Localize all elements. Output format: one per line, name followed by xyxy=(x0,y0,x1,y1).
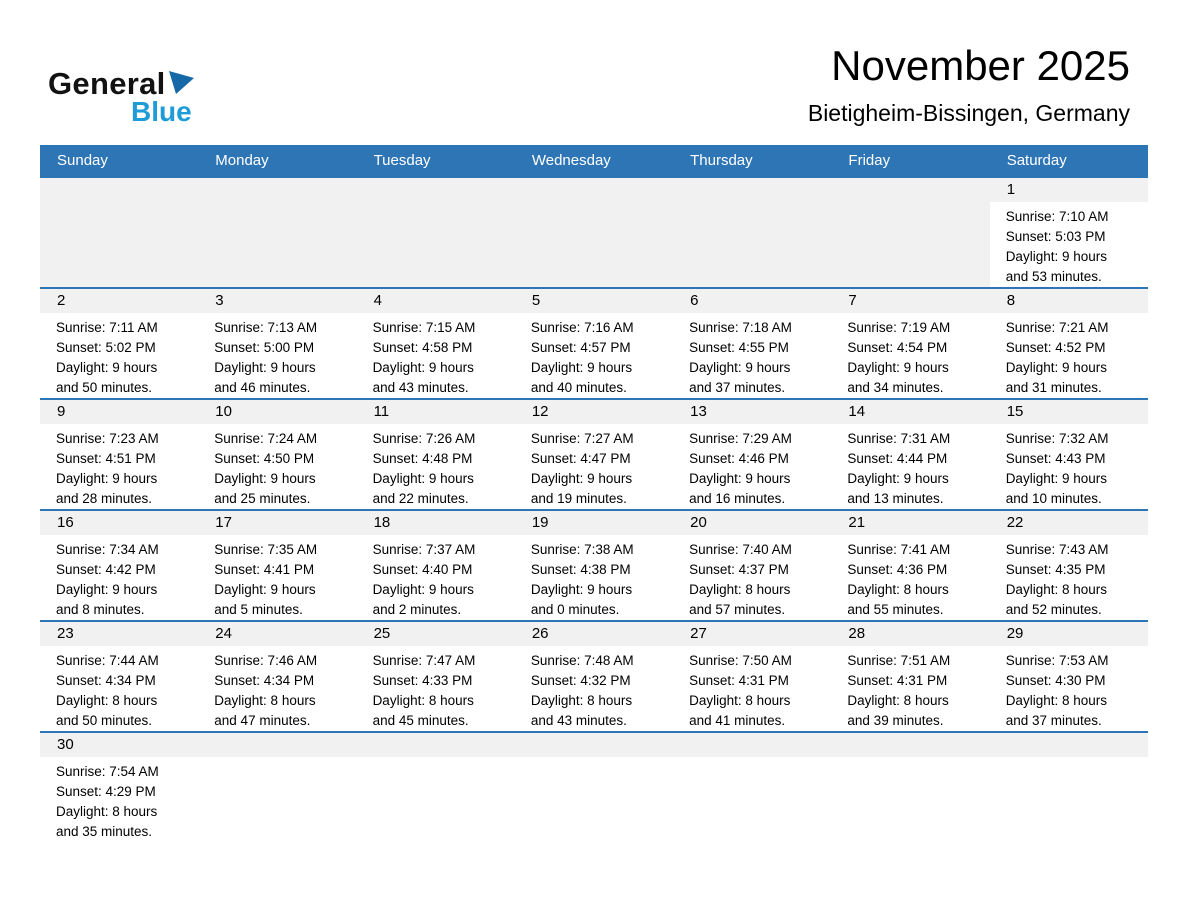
sunset-text: Sunset: 4:35 PM xyxy=(1005,561,1106,577)
sunrise-text: Sunrise: 7:54 AM xyxy=(56,763,159,779)
day-info xyxy=(198,535,356,620)
empty-day-cell xyxy=(673,732,831,850)
page-header xyxy=(0,0,1188,127)
sunset-text: Sunset: 4:33 PM xyxy=(372,672,473,688)
day-number: 3 xyxy=(198,289,356,313)
day-number: 13 xyxy=(673,400,831,424)
daylight-minutes-text: and 41 minutes. xyxy=(689,712,786,728)
day-info xyxy=(357,646,515,731)
day-info xyxy=(40,535,198,620)
day-number: 11 xyxy=(357,400,515,424)
sunrise-text: Sunrise: 7:46 AM xyxy=(214,652,318,668)
sunset-text: Sunset: 4:34 PM xyxy=(56,672,156,688)
daylight-minutes-text: and 45 minutes. xyxy=(372,712,469,728)
empty-day-cell xyxy=(515,177,673,288)
daylight-minutes-text: and 52 minutes. xyxy=(1005,601,1102,617)
day-info xyxy=(831,424,989,509)
weekday-header-row xyxy=(40,145,1148,177)
day-cell xyxy=(831,399,989,510)
daylight-minutes-text: and 31 minutes. xyxy=(1005,380,1102,396)
day-info xyxy=(198,424,356,509)
sunrise-text: Sunrise: 7:26 AM xyxy=(372,431,476,447)
weekday-header-wednesday: Wednesday xyxy=(515,145,673,177)
daylight-minutes-text: and 47 minutes. xyxy=(214,712,311,728)
day-info xyxy=(831,646,989,731)
daylight-minutes-text: and 37 minutes. xyxy=(689,380,786,396)
day-info xyxy=(40,646,198,731)
day-info xyxy=(990,313,1148,398)
sunset-text: Sunset: 4:34 PM xyxy=(214,672,315,688)
daylight-hours-text: Daylight: 8 hours xyxy=(847,581,949,597)
sunset-text: Sunset: 5:02 PM xyxy=(56,340,156,356)
daylight-hours-text: Daylight: 8 hours xyxy=(530,692,633,708)
day-info xyxy=(831,535,989,620)
day-info xyxy=(515,535,673,620)
day-number: 4 xyxy=(357,289,515,313)
week-row xyxy=(40,399,1148,510)
day-cell xyxy=(198,510,356,621)
day-number: 25 xyxy=(357,622,515,646)
daylight-minutes-text: and 55 minutes. xyxy=(847,601,944,617)
sunrise-text: Sunrise: 7:38 AM xyxy=(530,541,634,557)
sunrise-text: Sunrise: 7:24 AM xyxy=(214,431,318,447)
daylight-minutes-text: and 22 minutes. xyxy=(372,490,469,506)
general-blue-logo xyxy=(48,42,195,126)
page-title: November 2025 xyxy=(831,42,1130,89)
sunset-text: Sunset: 4:58 PM xyxy=(372,340,473,356)
daylight-minutes-text: and 25 minutes. xyxy=(214,490,311,506)
day-cell xyxy=(198,288,356,399)
day-info xyxy=(990,202,1148,287)
day-number: 7 xyxy=(831,289,989,313)
daylight-minutes-text: and 2 minutes. xyxy=(372,601,462,617)
day-info xyxy=(831,313,989,398)
day-number: 8 xyxy=(990,289,1148,313)
day-cell xyxy=(990,288,1148,399)
daylight-hours-text: Daylight: 9 hours xyxy=(1005,249,1107,265)
sunrise-text: Sunrise: 7:31 AM xyxy=(847,431,951,447)
day-cell xyxy=(515,288,673,399)
sunrise-text: Sunrise: 7:40 AM xyxy=(689,541,792,557)
sunset-text: Sunset: 4:41 PM xyxy=(214,561,315,577)
daylight-minutes-text: and 10 minutes. xyxy=(1005,490,1102,506)
sunrise-text: Sunrise: 7:47 AM xyxy=(372,652,476,668)
sunrise-text: Sunrise: 7:41 AM xyxy=(847,541,951,557)
day-cell xyxy=(357,288,515,399)
day-number xyxy=(357,733,515,757)
day-cell xyxy=(831,621,989,732)
weekday-header-monday: Monday xyxy=(198,145,356,177)
logo-text-general: General xyxy=(48,66,166,101)
daylight-hours-text: Daylight: 9 hours xyxy=(530,581,633,597)
page-subtitle: Bietigheim-Bissingen, Germany xyxy=(807,100,1130,127)
daylight-minutes-text: and 50 minutes. xyxy=(56,380,153,396)
daylight-hours-text: Daylight: 8 hours xyxy=(56,692,158,708)
daylight-minutes-text: and 0 minutes. xyxy=(530,601,620,617)
day-number: 5 xyxy=(515,289,673,313)
daylight-hours-text: Daylight: 9 hours xyxy=(56,581,158,597)
day-number: 12 xyxy=(515,400,673,424)
sunrise-text: Sunrise: 7:34 AM xyxy=(56,541,159,557)
sunset-text: Sunset: 4:31 PM xyxy=(689,672,789,688)
day-info xyxy=(40,757,198,842)
sunrise-text: Sunrise: 7:50 AM xyxy=(689,652,792,668)
daylight-hours-text: Daylight: 8 hours xyxy=(847,692,949,708)
day-number xyxy=(198,178,356,202)
day-number: 30 xyxy=(40,733,198,757)
daylight-minutes-text: and 43 minutes. xyxy=(530,712,627,728)
day-info xyxy=(990,646,1148,731)
sunrise-text: Sunrise: 7:51 AM xyxy=(847,652,951,668)
sunrise-text: Sunrise: 7:37 AM xyxy=(372,541,476,557)
week-row xyxy=(40,288,1148,399)
daylight-hours-text: Daylight: 9 hours xyxy=(372,360,474,376)
daylight-hours-text: Daylight: 8 hours xyxy=(214,692,316,708)
daylight-minutes-text: and 13 minutes. xyxy=(847,490,944,506)
daylight-minutes-text: and 43 minutes. xyxy=(372,380,469,396)
day-cell xyxy=(673,399,831,510)
logo-text-blue: Blue xyxy=(131,96,192,127)
daylight-minutes-text: and 53 minutes. xyxy=(1005,269,1102,285)
empty-day-cell xyxy=(831,732,989,850)
sunset-text: Sunset: 4:43 PM xyxy=(1005,451,1106,467)
day-number: 6 xyxy=(673,289,831,313)
sunset-text: Sunset: 4:51 PM xyxy=(56,451,156,467)
sunset-text: Sunset: 4:52 PM xyxy=(1005,340,1106,356)
day-cell xyxy=(990,621,1148,732)
daylight-hours-text: Daylight: 9 hours xyxy=(689,360,791,376)
day-number xyxy=(673,733,831,757)
day-info xyxy=(40,424,198,509)
calendar-head xyxy=(40,145,1148,177)
weekday-header-sunday: Sunday xyxy=(40,145,198,177)
daylight-hours-text: Daylight: 8 hours xyxy=(689,581,791,597)
sunrise-text: Sunrise: 7:21 AM xyxy=(1005,320,1109,336)
day-number: 29 xyxy=(990,622,1148,646)
day-number: 16 xyxy=(40,511,198,535)
day-number: 21 xyxy=(831,511,989,535)
empty-day-cell xyxy=(198,177,356,288)
sunset-text: Sunset: 4:42 PM xyxy=(56,561,156,577)
daylight-hours-text: Daylight: 9 hours xyxy=(530,360,633,376)
week-row xyxy=(40,621,1148,732)
calendar-body xyxy=(40,177,1148,849)
daylight-hours-text: Daylight: 9 hours xyxy=(847,360,949,376)
day-number: 27 xyxy=(673,622,831,646)
day-number: 15 xyxy=(990,400,1148,424)
sunset-text: Sunset: 4:30 PM xyxy=(1005,672,1106,688)
empty-day-cell xyxy=(357,732,515,850)
daylight-minutes-text: and 37 minutes. xyxy=(1005,712,1102,728)
day-cell xyxy=(357,621,515,732)
sunset-text: Sunset: 4:50 PM xyxy=(214,451,315,467)
day-cell xyxy=(831,288,989,399)
daylight-minutes-text: and 50 minutes. xyxy=(56,712,153,728)
day-number xyxy=(831,733,989,757)
daylight-hours-text: Daylight: 8 hours xyxy=(56,803,158,819)
daylight-minutes-text: and 5 minutes. xyxy=(214,601,303,617)
sunrise-text: Sunrise: 7:19 AM xyxy=(847,320,951,336)
daylight-minutes-text: and 35 minutes. xyxy=(56,823,153,839)
daylight-hours-text: Daylight: 8 hours xyxy=(1005,581,1107,597)
day-cell xyxy=(673,510,831,621)
daylight-hours-text: Daylight: 8 hours xyxy=(689,692,791,708)
sunset-text: Sunset: 4:47 PM xyxy=(530,451,631,467)
day-number: 2 xyxy=(40,289,198,313)
week-row xyxy=(40,732,1148,850)
daylight-hours-text: Daylight: 9 hours xyxy=(372,581,474,597)
day-info xyxy=(357,424,515,509)
empty-day-cell xyxy=(831,177,989,288)
daylight-hours-text: Daylight: 8 hours xyxy=(1005,692,1107,708)
daylight-hours-text: Daylight: 8 hours xyxy=(372,692,474,708)
title-block xyxy=(808,42,1130,127)
sunset-text: Sunset: 4:48 PM xyxy=(372,451,473,467)
sunset-text: Sunset: 4:55 PM xyxy=(689,340,789,356)
day-info xyxy=(990,424,1148,509)
day-cell xyxy=(40,399,198,510)
day-number xyxy=(40,178,198,202)
daylight-minutes-text: and 16 minutes. xyxy=(689,490,786,506)
sunrise-text: Sunrise: 7:27 AM xyxy=(530,431,634,447)
day-number xyxy=(515,178,673,202)
empty-day-cell xyxy=(40,177,198,288)
daylight-hours-text: Daylight: 9 hours xyxy=(689,470,791,486)
day-number: 24 xyxy=(198,622,356,646)
sunset-text: Sunset: 4:32 PM xyxy=(530,672,631,688)
calendar-table xyxy=(40,145,1148,849)
sunset-text: Sunset: 4:44 PM xyxy=(847,451,948,467)
day-number: 26 xyxy=(515,622,673,646)
day-number: 19 xyxy=(515,511,673,535)
sunset-text: Sunset: 4:54 PM xyxy=(847,340,948,356)
week-row xyxy=(40,510,1148,621)
sunrise-text: Sunrise: 7:35 AM xyxy=(214,541,318,557)
day-number: 28 xyxy=(831,622,989,646)
daylight-hours-text: Daylight: 9 hours xyxy=(847,470,949,486)
weekday-header-saturday: Saturday xyxy=(990,145,1148,177)
daylight-minutes-text: and 34 minutes. xyxy=(847,380,944,396)
day-cell xyxy=(515,510,673,621)
empty-day-cell xyxy=(198,732,356,850)
day-number xyxy=(515,733,673,757)
day-cell xyxy=(990,510,1148,621)
day-info xyxy=(357,313,515,398)
empty-day-cell xyxy=(673,177,831,288)
day-info xyxy=(673,313,831,398)
day-number: 22 xyxy=(990,511,1148,535)
daylight-minutes-text: and 28 minutes. xyxy=(56,490,153,506)
sunset-text: Sunset: 4:29 PM xyxy=(56,783,156,799)
sunset-text: Sunset: 4:37 PM xyxy=(689,561,789,577)
daylight-hours-text: Daylight: 9 hours xyxy=(530,470,633,486)
day-number: 20 xyxy=(673,511,831,535)
daylight-hours-text: Daylight: 9 hours xyxy=(214,581,316,597)
day-number: 23 xyxy=(40,622,198,646)
sunrise-text: Sunrise: 7:29 AM xyxy=(689,431,792,447)
day-cell xyxy=(40,621,198,732)
daylight-hours-text: Daylight: 9 hours xyxy=(56,470,158,486)
day-cell xyxy=(831,510,989,621)
day-info xyxy=(357,535,515,620)
sunset-text: Sunset: 5:00 PM xyxy=(214,340,315,356)
day-cell xyxy=(198,399,356,510)
day-cell xyxy=(990,399,1148,510)
day-number xyxy=(673,178,831,202)
empty-day-cell xyxy=(515,732,673,850)
day-info xyxy=(673,535,831,620)
day-info xyxy=(673,424,831,509)
sunset-text: Sunset: 5:03 PM xyxy=(1005,229,1106,245)
daylight-minutes-text: and 8 minutes. xyxy=(56,601,145,617)
daylight-minutes-text: and 46 minutes. xyxy=(214,380,311,396)
sunset-text: Sunset: 4:46 PM xyxy=(689,451,789,467)
daylight-hours-text: Daylight: 9 hours xyxy=(214,470,316,486)
day-cell xyxy=(673,621,831,732)
day-cell xyxy=(357,510,515,621)
sunset-text: Sunset: 4:57 PM xyxy=(530,340,631,356)
daylight-hours-text: Daylight: 9 hours xyxy=(1005,360,1107,376)
day-cell xyxy=(40,288,198,399)
daylight-hours-text: Daylight: 9 hours xyxy=(1005,470,1107,486)
daylight-minutes-text: and 39 minutes. xyxy=(847,712,944,728)
sunrise-text: Sunrise: 7:53 AM xyxy=(1005,652,1109,668)
weekday-header-tuesday: Tuesday xyxy=(357,145,515,177)
sunrise-text: Sunrise: 7:23 AM xyxy=(56,431,159,447)
day-cell xyxy=(40,510,198,621)
day-cell xyxy=(673,288,831,399)
sunset-text: Sunset: 4:40 PM xyxy=(372,561,473,577)
day-number: 1 xyxy=(990,178,1148,202)
sunrise-text: Sunrise: 7:43 AM xyxy=(1005,541,1109,557)
weekday-header-friday: Friday xyxy=(831,145,989,177)
day-number: 10 xyxy=(198,400,356,424)
day-info xyxy=(673,646,831,731)
daylight-minutes-text: and 57 minutes. xyxy=(689,601,786,617)
day-number: 9 xyxy=(40,400,198,424)
sunset-text: Sunset: 4:38 PM xyxy=(530,561,631,577)
sunrise-text: Sunrise: 7:48 AM xyxy=(530,652,634,668)
sunrise-text: Sunrise: 7:16 AM xyxy=(530,320,634,336)
daylight-minutes-text: and 19 minutes. xyxy=(530,490,627,506)
day-number: 17 xyxy=(198,511,356,535)
day-number: 14 xyxy=(831,400,989,424)
day-number: 18 xyxy=(357,511,515,535)
weekday-header-thursday: Thursday xyxy=(673,145,831,177)
day-info xyxy=(990,535,1148,620)
day-cell xyxy=(198,621,356,732)
day-number xyxy=(357,178,515,202)
day-info xyxy=(515,424,673,509)
sunset-text: Sunset: 4:36 PM xyxy=(847,561,948,577)
day-number xyxy=(198,733,356,757)
daylight-minutes-text: and 40 minutes. xyxy=(530,380,627,396)
sunrise-text: Sunrise: 7:32 AM xyxy=(1005,431,1109,447)
day-number xyxy=(990,733,1148,757)
day-number xyxy=(831,178,989,202)
sunrise-text: Sunrise: 7:18 AM xyxy=(689,320,792,336)
daylight-hours-text: Daylight: 9 hours xyxy=(214,360,316,376)
day-info xyxy=(515,313,673,398)
day-info xyxy=(198,313,356,398)
day-cell xyxy=(515,399,673,510)
day-info xyxy=(40,313,198,398)
sunset-text: Sunset: 4:31 PM xyxy=(847,672,948,688)
sunrise-text: Sunrise: 7:13 AM xyxy=(214,320,318,336)
day-cell xyxy=(990,177,1148,288)
day-info xyxy=(515,646,673,731)
day-info xyxy=(198,646,356,731)
sunrise-text: Sunrise: 7:44 AM xyxy=(56,652,159,668)
sunrise-text: Sunrise: 7:10 AM xyxy=(1005,209,1109,225)
week-row xyxy=(40,177,1148,288)
sunrise-text: Sunrise: 7:15 AM xyxy=(372,320,476,336)
daylight-hours-text: Daylight: 9 hours xyxy=(372,470,474,486)
empty-day-cell xyxy=(357,177,515,288)
daylight-hours-text: Daylight: 9 hours xyxy=(56,360,158,376)
day-cell xyxy=(515,621,673,732)
empty-day-cell xyxy=(990,732,1148,850)
day-cell xyxy=(40,732,198,850)
day-cell xyxy=(357,399,515,510)
sunrise-text: Sunrise: 7:11 AM xyxy=(56,320,158,336)
